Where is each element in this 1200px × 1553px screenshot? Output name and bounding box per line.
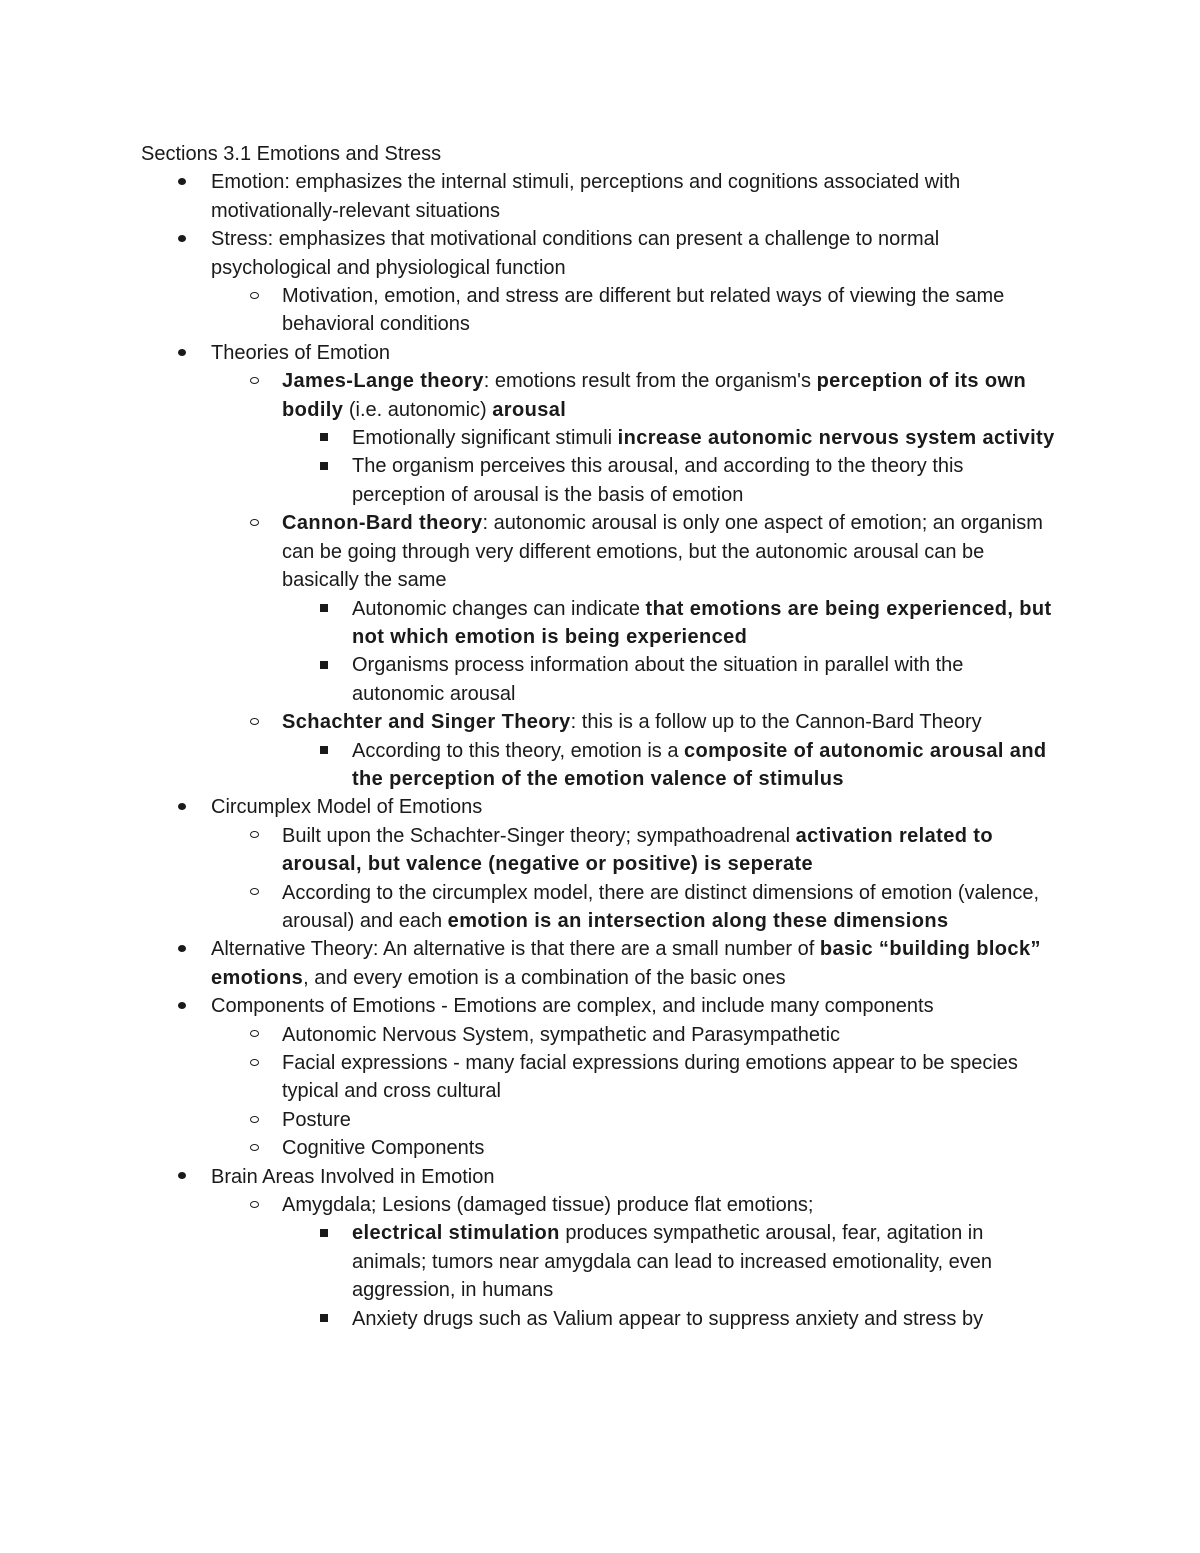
- bullet-square-icon: [320, 433, 328, 441]
- list-bullet: [317, 737, 331, 765]
- bullet-circle-icon: [250, 292, 259, 299]
- bullet-dot-icon: [178, 349, 186, 356]
- bullet-dot-icon: [178, 178, 186, 185]
- bullet-square-icon: [320, 746, 328, 754]
- list-item-level-2: [141, 1049, 1061, 1106]
- list-item-level-3: [141, 424, 1061, 452]
- bullet-dot-icon: [178, 945, 186, 952]
- list-bullet: [317, 1219, 331, 1247]
- list-item-level-2: [141, 1191, 1061, 1219]
- list-bullet: [175, 992, 189, 1020]
- text-run: Circumplex Model of Emotions: [211, 796, 483, 819]
- list-item-level-2: [141, 1106, 1061, 1134]
- text-run: Components of Emotions - Emotions are complex, and include many components: [211, 995, 934, 1018]
- list-item-level-2: [141, 509, 1061, 594]
- bullet-circle-icon: [250, 1030, 259, 1037]
- list-item-level-1: [141, 339, 1061, 367]
- bold-text-run: arousal: [492, 398, 567, 421]
- list-bullet: [247, 367, 261, 395]
- list-item-level-1: [141, 1163, 1061, 1191]
- list-bullet: [175, 339, 189, 367]
- text-run: Amygdala; Lesions (damaged tissue) produce flat emotions;: [282, 1194, 814, 1217]
- list-item-level-1: [141, 793, 1061, 821]
- list-item-level-3: [141, 737, 1061, 794]
- list-bullet: [317, 595, 331, 623]
- text-run: Stress: emphasizes that motivational conditions can present a challenge to normal psychological and physiological function: [211, 228, 940, 279]
- list-item-level-2: [141, 282, 1061, 339]
- list-bullet: [247, 1191, 261, 1219]
- bullet-circle-icon: [250, 377, 259, 384]
- bold-text-run: electrical stimulation: [352, 1222, 560, 1245]
- text-run: Cognitive Components: [282, 1137, 485, 1160]
- text-run: Theories of Emotion: [211, 341, 390, 364]
- bullet-dot-icon: [178, 235, 186, 242]
- list-bullet: [247, 1021, 261, 1049]
- bold-text-run: activation related to arousal, but valence (negative or positive) is seperate: [282, 824, 993, 876]
- text-run: Facial expressions - many facial expressions during emotions appear to be species typical and cross cultural: [282, 1052, 1018, 1103]
- list-item-level-2: [141, 367, 1061, 424]
- text-run: According to this theory, emotion is a: [352, 739, 685, 762]
- bold-text-run: composite of autonomic arousal and the perception of the emotion valence of stimulus: [352, 739, 1047, 790]
- bullet-circle-icon: [250, 519, 259, 526]
- bullet-circle-icon: [250, 1059, 259, 1066]
- text-run: : emotions result from the organism's: [483, 370, 817, 393]
- list-bullet: [175, 225, 189, 253]
- bullet-circle-icon: [250, 888, 259, 895]
- list-item-level-1: [141, 225, 1061, 282]
- text-run: Built upon the Schachter-Singer theory; sympathoadrenal: [282, 824, 796, 847]
- list-bullet: [317, 452, 331, 480]
- list-item-level-2: [141, 1134, 1061, 1162]
- text-run: According to the circumplex model, there are distinct dimensions of emotion (valence, arousal) and each: [282, 881, 1040, 932]
- bullet-circle-icon: [250, 831, 259, 838]
- list-bullet: [247, 708, 261, 736]
- list-bullet: [247, 879, 261, 907]
- list-item-level-3: [141, 651, 1061, 708]
- bold-text-run: perception of its own bodily: [282, 370, 1027, 421]
- text-run: produces sympathetic arousal, fear, agitation in animals; tumors near amygdala can lead to increased emotionality, even aggression, in humans: [352, 1222, 992, 1302]
- document-title: Sections 3.1 Emotions and Stress: [141, 143, 442, 165]
- list-bullet: [175, 1163, 189, 1191]
- text-run: Alternative Theory: An alternative is that there are a small number of: [211, 938, 820, 961]
- bullet-dot-icon: [178, 1002, 186, 1009]
- list-bullet: [317, 1305, 331, 1333]
- list-item-level-2: [141, 1021, 1061, 1049]
- list-item-level-3: [141, 595, 1061, 652]
- text-run: Emotion: emphasizes the internal stimuli, perceptions and cognitions associated with motivationally-relevant situations: [211, 171, 961, 222]
- bullet-dot-icon: [178, 1172, 186, 1179]
- list-item-level-3: [141, 1305, 1061, 1333]
- bullet-circle-icon: [250, 1144, 259, 1151]
- document-body: [141, 140, 1061, 1333]
- text-run: : autonomic arousal is only one aspect of emotion; an organism can be going through very different emotions, but the autonomic arousal can be basically the same: [282, 512, 1043, 592]
- text-run: : this is a follow up to the Cannon-Bard Theory: [570, 711, 982, 734]
- text-run: Brain Areas Involved in Emotion: [211, 1165, 495, 1188]
- text-run: Posture: [282, 1108, 351, 1131]
- bullet-outline: [141, 168, 1061, 1333]
- bold-text-run: that emotions are being experienced, but not which emotion is being experienced: [352, 597, 1052, 648]
- bullet-square-icon: [320, 604, 328, 612]
- list-bullet: [247, 282, 261, 310]
- text-run: Anxiety drugs such as Valium appear to suppress anxiety and stress by: [352, 1307, 984, 1330]
- list-bullet: [247, 822, 261, 850]
- text-run: Motivation, emotion, and stress are different but related ways of viewing the same behavioral conditions: [282, 285, 1005, 336]
- list-item-level-1: [141, 168, 1061, 225]
- bold-text-run: basic “building block” emotions: [211, 938, 1041, 989]
- list-bullet: [247, 1134, 261, 1162]
- list-bullet: [317, 424, 331, 452]
- bullet-dot-icon: [178, 803, 186, 810]
- list-item-level-1: [141, 935, 1061, 992]
- list-item-level-2: [141, 879, 1061, 936]
- bullet-square-icon: [320, 462, 328, 470]
- text-run: (i.e. autonomic): [343, 398, 493, 421]
- bullet-circle-icon: [250, 1116, 259, 1123]
- bullet-circle-icon: [250, 1201, 259, 1208]
- list-item-level-2: [141, 708, 1061, 736]
- list-bullet: [247, 1106, 261, 1134]
- list-bullet: [175, 935, 189, 963]
- list-item-level-2: [141, 822, 1061, 879]
- bold-text-run: emotion is an intersection along these dimensions: [447, 909, 949, 932]
- list-item-level-1: [141, 992, 1061, 1020]
- text-run: The organism perceives this arousal, and according to the theory this perception of arousal is the basis of emotion: [352, 455, 964, 506]
- text-run: Autonomic Nervous System, sympathetic and Parasympathetic: [282, 1023, 841, 1046]
- bullet-circle-icon: [250, 718, 259, 725]
- text-run: , and every emotion is a combination of the basic ones: [303, 966, 786, 989]
- bold-text-run: James-Lange theory: [282, 370, 484, 393]
- list-item-level-3: [141, 1219, 1061, 1304]
- list-bullet: [317, 651, 331, 679]
- bullet-square-icon: [320, 1314, 328, 1322]
- bullet-square-icon: [320, 661, 328, 669]
- list-bullet: [175, 168, 189, 196]
- text-run: Autonomic changes can indicate: [352, 597, 646, 620]
- list-bullet: [175, 793, 189, 821]
- list-item-level-3: [141, 452, 1061, 509]
- list-bullet: [247, 509, 261, 537]
- bullet-square-icon: [320, 1229, 328, 1237]
- bold-text-run: increase autonomic nervous system activity: [617, 427, 1055, 450]
- text-run: Organisms process information about the situation in parallel with the autonomic arousal: [352, 654, 964, 705]
- text-run: Emotionally significant stimuli: [352, 427, 618, 450]
- list-bullet: [247, 1049, 261, 1077]
- bold-text-run: Schachter and Singer Theory: [282, 711, 571, 734]
- bold-text-run: Cannon-Bard theory: [282, 512, 483, 535]
